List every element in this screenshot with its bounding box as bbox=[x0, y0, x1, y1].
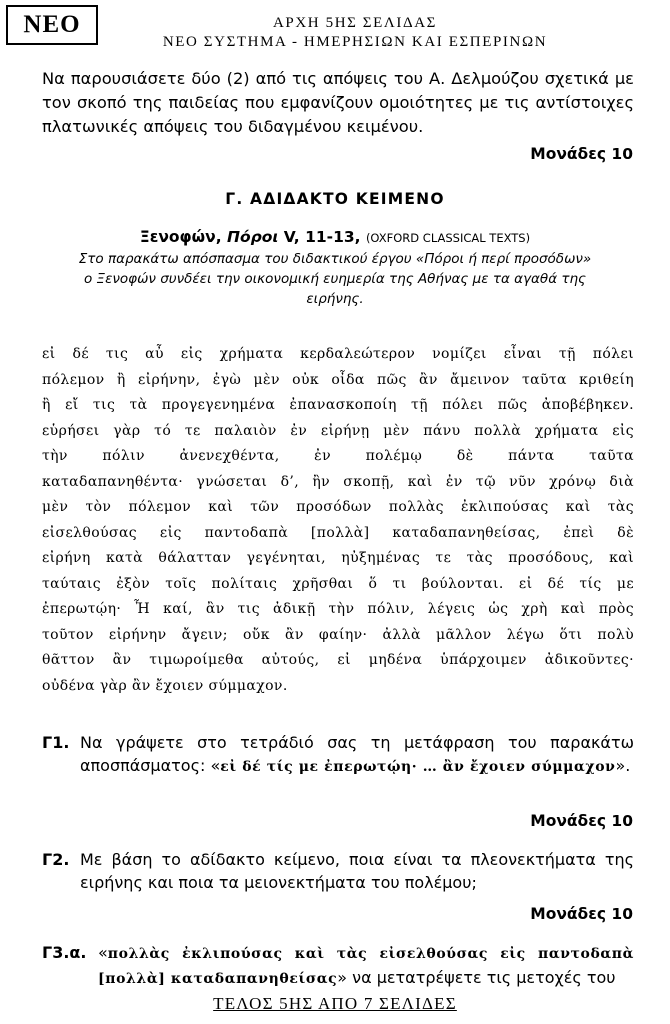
question-number: Γ1. bbox=[42, 733, 70, 752]
intro-question-marks: Μονάδες 10 bbox=[530, 145, 633, 163]
question-g3a bbox=[42, 941, 634, 991]
greek-line: ἢ εἴ τις τὰ προγεγενημένα ἐπανασκοποίη τῇ πόλει πῶς ἀποβέβηκεν. bbox=[42, 397, 634, 413]
page-header-start: ΑΡΧΗ 5ΗΣ ΣΕΛΙΔΑΣ bbox=[273, 15, 437, 31]
question-body bbox=[80, 731, 634, 779]
question-text: Με βάση το αδίδακτο κείμενο, ποια είναι τα πλεονεκτήματα της ειρήνης και ποια τα μειονεκτήματα του πολέμου; bbox=[80, 850, 634, 892]
greek-line: τὴν πόλιν ἀνενεχθέντα, ἐν πολέμῳ δὲ πάντα ταῦτα bbox=[42, 448, 634, 464]
greek-passage bbox=[42, 342, 634, 699]
source-reference: V, 11-13, bbox=[278, 228, 366, 246]
greek-line: εἰ δέ τις αὖ εἰς χρήματα κερδαλεώτερον νομίζει εἶναι τῇ πόλει bbox=[42, 346, 634, 362]
greek-line: τοῦτον εἰρήνην ἄγειν; οὔκ ἂν φαίην· ἀλλὰ μᾶλλον λέγω ὅτι πολὺ bbox=[42, 626, 634, 643]
question-text-end: » να μετατρέψετε τις μετοχές του bbox=[337, 968, 616, 987]
question-g2 bbox=[42, 848, 634, 894]
source-edition: (OXFORD CLASSICAL TEXTS) bbox=[365, 231, 531, 245]
greek-line: εἰρήνη κατὰ θάλατταν γεγένηται, ηὐξημένας τε τὰς προσόδους, καὶ bbox=[42, 550, 634, 566]
neo-badge: ΝΕΟ bbox=[6, 5, 98, 45]
source-work: Πόροι bbox=[226, 228, 279, 246]
greek-line: εἰσελθούσας εἰς παντοδαπὰ [πολλὰ] καταδαπανηθείσας, ἐπεὶ δὲ bbox=[42, 524, 634, 541]
section-title: Γ. ΑΔΙΔΑΚΤΟ ΚΕΙΜΕΝΟ bbox=[225, 190, 445, 208]
greek-line: ἐπερωτῴη· Ἦ καί, ἂν τις ἀδικῇ τὴν πόλιν, λέγεις ὡς χρὴ καὶ πρὸς bbox=[42, 601, 634, 617]
greek-line: οὐδένα γὰρ ἂν ἔχοιεν σύμμαχον. bbox=[42, 677, 288, 694]
question-g1 bbox=[42, 731, 634, 779]
greek-line: εὑρήσει γὰρ τό τε παλαιὸν ἐν εἰρήνῃ μὲν πάνυ πολλὰ χρήματα εἰς bbox=[42, 422, 634, 439]
greek-line: μὲν τὸν πόλεμον καὶ τῶν προσόδων πολλὰς ἐκλιπούσας καὶ τὰς bbox=[42, 499, 634, 515]
page-header-system: ΝΕΟ ΣΥΣΤΗΜΑ - ΗΜΕΡΗΣΙΩΝ ΚΑΙ ΕΣΠΕΡΙΝΩΝ bbox=[162, 34, 548, 50]
source-citation bbox=[0, 228, 670, 246]
page-footer: ΤΕΛΟΣ 5ΗΣ ΑΠΟ 7 ΣΕΛΙΔΕΣ bbox=[213, 994, 457, 1013]
question-text-end: ». bbox=[615, 756, 631, 775]
greek-line: καταδαπανηθέντα· γνώσεται δ’, ἢν σκοπῇ, καὶ ἐν τῷ νῦν χρόνῳ διὰ bbox=[42, 473, 634, 490]
question-number: Γ3.α. bbox=[42, 943, 87, 962]
greek-line: πόλεμον ἢ εἰρήνην, ἐγὼ μὲν οὐκ οἶδα πῶς ἂν ἄμεινον ταῦτα κριθείη bbox=[42, 371, 634, 388]
question-excerpt: εἰ δέ τίς με ἐπερωτῴη· … ἂν ἔχοιεν σύμμαχον bbox=[220, 759, 616, 775]
source-author: Ξενοφών, bbox=[139, 228, 227, 246]
greek-line: ταύταις ἐξὸν τοῖς πολίταις χρῆσθαι ὅ τι βούλονται. εἰ δέ τίς με bbox=[42, 575, 634, 592]
question-body bbox=[98, 941, 634, 991]
question-text: « bbox=[98, 943, 108, 962]
intro-question-text: Να παρουσιάσετε δύο (2) από τις απόψεις του Α. Δελμούζου σχετικά με τον σκοπό της παιδείας που εμφανίζουν ομοιότητες με τις αντίστοιχες πλατωνικές απόψεις του διδαγμένου κειμένου. bbox=[42, 69, 634, 136]
source-description: Στο παρακάτω απόσπασμα του διδακτικού έργου «Πόροι ή περί προσόδων» ο Ξενοφών συνδέει την οικονομική ευημερία της Αθήνας με τα αγαθά της ειρήνης. bbox=[78, 251, 592, 307]
greek-line: θᾶττον ἂν τιμωροίμεθα αὐτούς, εἰ μηδένα ὑπάρχοιμεν ἀδικοῦντες· bbox=[42, 652, 634, 668]
question-text: Να γράψετε στο τετράδιό σας τη μετάφραση του παρακάτω αποσπάσματος: « bbox=[80, 733, 634, 775]
g2-marks: Μονάδες 10 bbox=[530, 905, 633, 923]
question-excerpt: πολλὰς ἐκλιπούσας καὶ τὰς εἰσελθούσας εἰς παντοδαπὰ [πολλὰ] καταδαπανηθείσας bbox=[98, 946, 634, 987]
question-number: Γ2. bbox=[42, 850, 70, 869]
g1-marks: Μονάδες 10 bbox=[530, 812, 633, 830]
